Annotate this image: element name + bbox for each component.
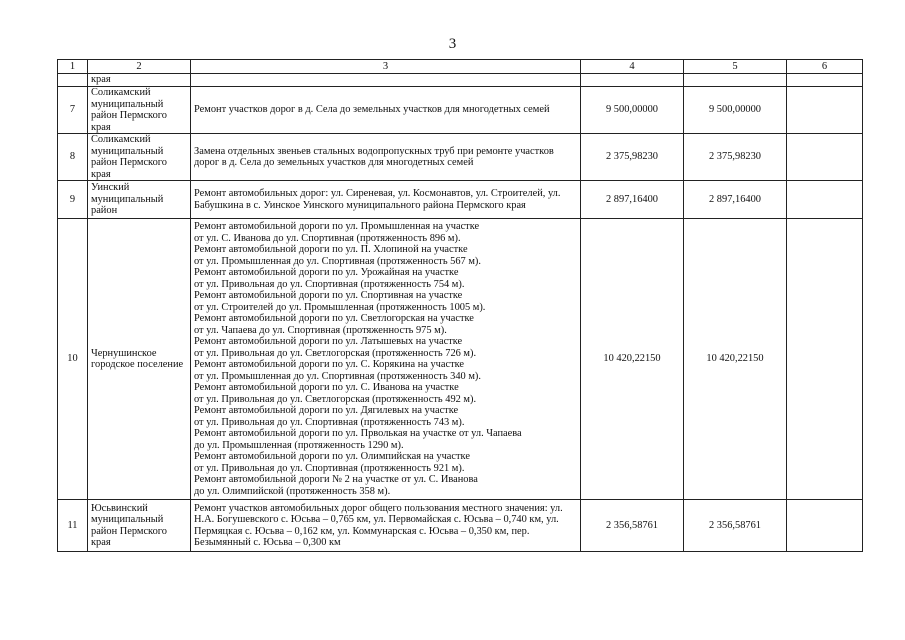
amount-allocated: 10 420,22150 [581, 219, 684, 500]
column-header-6: 6 [787, 60, 863, 74]
description-line: Ремонт автомобильной дороги по ул. Урожайная на участке [194, 267, 459, 278]
description-line: Ремонт автомобильной дороги по ул. С. Иванова на участке [194, 382, 459, 393]
work-description: Ремонт участков дорог в д. Села до земельных участков для многодетных семей [191, 87, 581, 134]
recipient-name: Соликамский муниципальный район Пермского края [88, 87, 191, 134]
amount-cell [684, 74, 787, 87]
amount-approved: 10 420,22150 [684, 219, 787, 500]
column-header-4: 4 [581, 60, 684, 74]
row-number: 7 [58, 87, 88, 134]
description-line: до ул. Олимпийской (протяженность 358 м). [194, 485, 391, 497]
row-number: 11 [58, 500, 88, 552]
recipient-name: Чернушинское городское поселение [88, 219, 191, 500]
note [787, 87, 863, 134]
table-row [58, 87, 863, 134]
amount-approved: 2 356,58761 [684, 500, 787, 552]
column-header-3: 3 [191, 60, 581, 74]
amount-allocated: 2 375,98230 [581, 134, 684, 181]
description-line: от ул. Чапаева до ул. Спортивная (протяженность 975 м). [194, 324, 447, 336]
amount-approved: 2 897,16400 [684, 181, 787, 219]
description-line: до ул. Промышленная (протяженность 1290 м). [194, 439, 404, 451]
continuation-row [58, 74, 863, 87]
description-line: Ремонт автомобильной дороги по ул. С. Корякина на участке [194, 359, 465, 370]
description-cell [191, 74, 581, 87]
description-line: от ул. Привольная до ул. Светлогорская (протяженность 726 м). [194, 347, 477, 359]
row-number-cell [58, 74, 88, 87]
amount-allocated: 9 500,00000 [581, 87, 684, 134]
description-line: от ул. Строителей до ул. Промышленная (протяженность 1005 м). [194, 301, 486, 313]
column-number-row [58, 60, 863, 74]
allocation-table [57, 59, 863, 552]
description-line: от ул. Привольная до ул. Спортивная (протяженность 921 м). [194, 462, 465, 474]
description-line: от ул. Промышленная до ул. Спортивная (протяженность 340 м). [194, 370, 481, 382]
note-cell [787, 74, 863, 87]
recipient-name: Уинский муниципальный район [88, 181, 191, 219]
description-line: от ул. Привольная до ул. Спортивная (протяженность 754 м). [194, 278, 465, 290]
table-row [58, 219, 863, 500]
work-description: Ремонт участков автомобильных дорог общего пользования местного значения: ул. Н.А. Богушевского с. Юсьва – 0,765 км, ул. Первомайская с. Юсьва – 0,740 км, ул. Пермяцкая с. Юсьва – 0,162 км, ул. Коммунарская с. Юсьва – 0,350 км, пер. Безымянный с. Юсьва – 0,300 км [191, 500, 581, 552]
recipient-name: Юсьвинский муниципальный район Пермского края [88, 500, 191, 552]
row-number: 10 [58, 219, 88, 500]
note [787, 219, 863, 500]
description-line: Ремонт автомобильной дороги № 2 на участке от ул. С. Иванова [194, 474, 478, 485]
column-header-2: 2 [88, 60, 191, 74]
note [787, 500, 863, 552]
row-number: 9 [58, 181, 88, 219]
description-line: Ремонт автомобильной дороги по ул. Промышленная на участке [194, 221, 480, 232]
column-header-1: 1 [58, 60, 88, 74]
description-line: от ул. С. Иванова до ул. Спортивная (протяженность 896 м). [194, 232, 461, 244]
description-line: Ремонт автомобильной дороги по ул. Дягилевых на участке [194, 405, 459, 416]
amount-allocated: 2 897,16400 [581, 181, 684, 219]
amount-cell [581, 74, 684, 87]
page-number: 3 [448, 36, 457, 52]
work-description [191, 219, 581, 500]
description-line: от ул. Привольная до ул. Светлогорская (протяженность 492 м). [194, 393, 477, 405]
description-line: Ремонт автомобильной дороги по ул. Олимпийская на участке [194, 451, 470, 462]
amount-allocated: 2 356,58761 [581, 500, 684, 552]
table-row [58, 134, 863, 181]
work-description: Ремонт автомобильных дорог: ул. Сиреневая, ул. Космонавтов, ул. Строителей, ул. Бабушкина в с. Уинское Уинского муниципального района Пермского края [191, 181, 581, 219]
note [787, 134, 863, 181]
recipient-cell: края [88, 74, 191, 87]
description-line: Ремонт автомобильной дороги по ул. П. Хлопиной на участке [194, 244, 468, 255]
description-line: Ремонт автомобильной дороги по ул. Прволькая на участке от ул. Чапаева [194, 428, 522, 439]
description-line: Ремонт автомобильной дороги по ул. Латышевых на участке [194, 336, 463, 347]
row-number: 8 [58, 134, 88, 181]
recipient-name: Соликамский муниципальный район Пермского края [88, 134, 191, 181]
note [787, 181, 863, 219]
table-row [58, 181, 863, 219]
description-line: от ул. Привольная до ул. Спортивная (протяженность 743 м). [194, 416, 465, 428]
table-row [58, 500, 863, 552]
column-header-5: 5 [684, 60, 787, 74]
work-description: Замена отдельных звеньев стальных водопропускных труб при ремонте участков дорог в д. Села до земельных участков для многодетных семей [191, 134, 581, 181]
description-line: Ремонт автомобильной дороги по ул. Спортивная на участке [194, 290, 463, 301]
amount-approved: 2 375,98230 [684, 134, 787, 181]
description-line: от ул. Промышленная до ул. Спортивная (протяженность 567 м). [194, 255, 481, 267]
description-line: Ремонт автомобильной дороги по ул. Светлогорская на участке [194, 313, 474, 324]
amount-approved: 9 500,00000 [684, 87, 787, 134]
